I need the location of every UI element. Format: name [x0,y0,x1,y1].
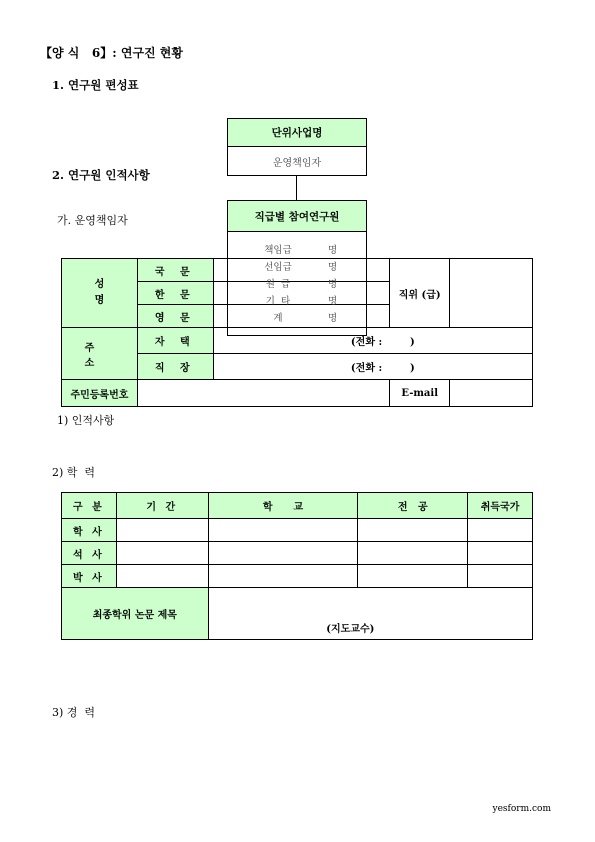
korean-name-label: 국 문 [137,259,213,282]
thesis-label: 최종학위 논문 제목 [62,588,209,640]
subsection-3: 3) 경 력 [52,706,96,719]
form-title: 【양 식 6】: 연구진 현황 [40,46,183,60]
edu-cell[interactable] [208,565,358,588]
staff-row [228,276,366,293]
english-name-label: 영 문 [137,305,213,328]
name-label-cell: 성 명 [62,259,138,328]
staff-label: 직급별 참여연구원 [227,200,367,232]
edu-row-doctor: 박 사 [62,565,117,588]
unit-head-value: 운영책임자 [227,146,367,176]
staff-row [228,259,366,276]
staff-rank: 원 급 [265,279,291,290]
section-2-heading: 2. 연구원 인적사항 [52,168,150,182]
edu-cell[interactable] [468,519,533,542]
edu-cell[interactable] [358,542,468,565]
staff-rank: 기 타 [265,296,291,307]
staff-unit: 명 [328,245,338,256]
position-label: 직위 (급) [390,259,450,328]
thesis-field[interactable]: (지도교수) [208,588,532,640]
edu-cell[interactable] [208,542,358,565]
edu-header-period: 기 간 [116,493,208,519]
staff-row [228,242,366,259]
footer-watermark: yesform.com [492,804,551,814]
staff-unit: 명 [328,296,338,307]
org-connector-line [296,176,297,201]
staff-unit: 명 [328,279,338,290]
edu-cell[interactable] [208,519,358,542]
work-phone[interactable]: (전화 : ) [213,354,532,380]
unit-head-label: 단위사업명 [227,118,367,147]
staff-unit: 명 [328,262,338,273]
edu-cell[interactable] [468,542,533,565]
edu-header-major: 전 공 [358,493,468,519]
staff-rank: 선임급 [264,262,292,273]
subsection-2: 2) 학 력 [52,466,96,479]
work-label: 직 장 [137,354,213,380]
rrn-label: 주민등록번호 [62,380,138,407]
edu-cell[interactable] [358,565,468,588]
staff-row [228,293,366,310]
edu-header-school: 학 교 [208,493,358,519]
home-phone[interactable]: (전화 : ) [213,328,532,354]
edu-row-bachelor: 학 사 [62,519,117,542]
position-field[interactable] [450,259,533,328]
staff-row [228,310,366,327]
edu-cell[interactable] [116,542,208,565]
staff-box [227,231,367,336]
hanja-name-label: 한 문 [137,282,213,305]
edu-header-type: 구 분 [62,493,117,519]
email-label: E-mail [390,380,450,407]
subsection-1: 1) 인적사항 [57,414,115,427]
subsection-ga: 가. 운영책임자 [57,214,128,227]
edu-row-master: 석 사 [62,542,117,565]
section-1-heading: 1. 연구원 편성표 [52,78,139,92]
edu-cell[interactable] [468,565,533,588]
home-label: 자 택 [137,328,213,354]
staff-rank: 책임급 [264,245,292,256]
edu-cell[interactable] [116,519,208,542]
staff-rank: 계 [273,313,283,324]
edu-header-country: 취득국가 [468,493,533,519]
education-table [61,492,533,640]
edu-cell[interactable] [358,519,468,542]
email-field[interactable] [450,380,533,407]
staff-unit: 명 [328,313,338,324]
edu-cell[interactable] [116,565,208,588]
rrn-field[interactable] [137,380,389,407]
address-label: 주 소 [62,328,138,380]
